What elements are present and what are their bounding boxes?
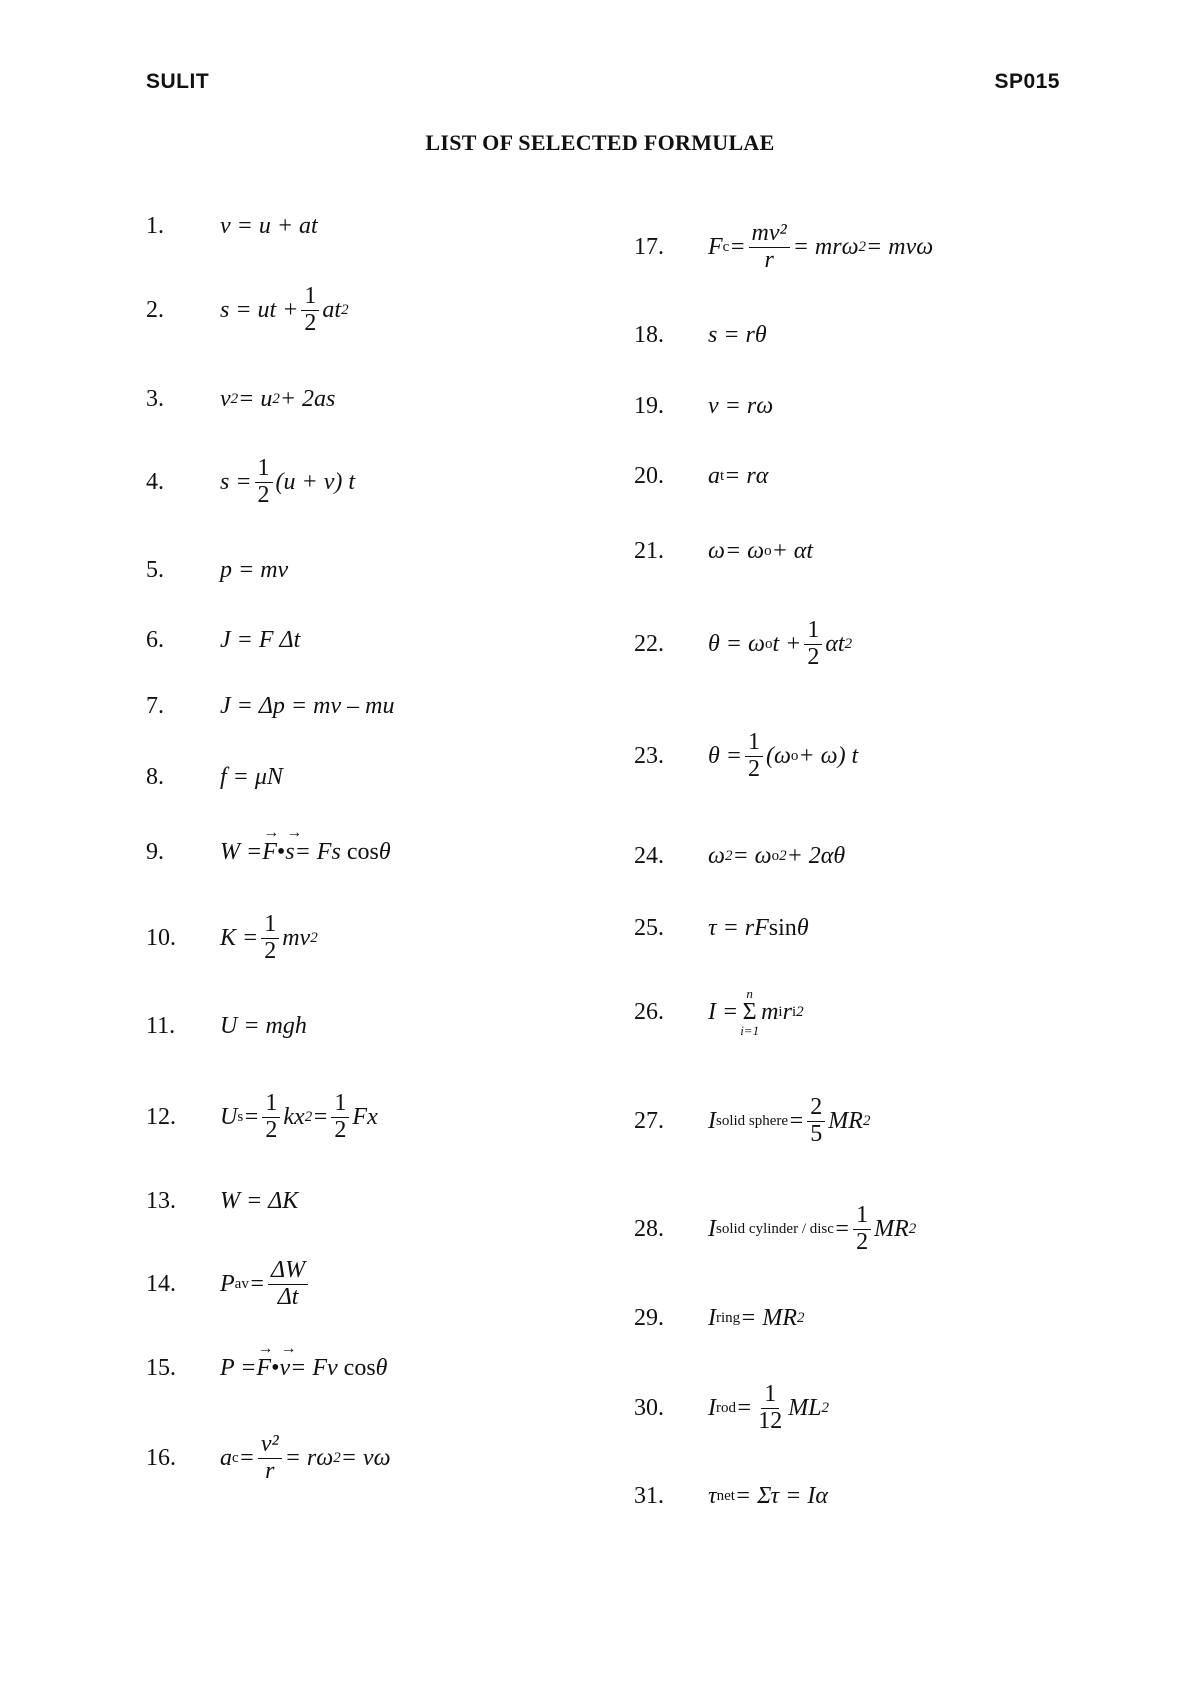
formula-number: 19. [634,392,664,419]
formula-number: 2. [146,296,164,323]
formula-3 [146,364,335,434]
formula-number: 26. [634,998,664,1025]
formula-expression: K = $\frac{1}{2}$ mv 2 [220,910,318,964]
formula-number: 12. [146,1103,176,1130]
formula-number: 22. [634,630,664,657]
formula-number: 30. [634,1394,664,1421]
classification-label: SULIT [146,70,210,93]
formula-12 [146,1082,378,1152]
formula-expression: F c = $\frac{\text{mv²}}{r}$ = mrω 2 = mvω [708,219,934,273]
formula-number: 21. [634,537,664,564]
formula-8 [146,742,283,812]
formula-number: 4. [146,468,164,495]
fraction: $\frac{1}{2}$ [331,1091,349,1144]
formula-18 [634,300,767,370]
fraction: $\frac{1}{2}$ [745,730,763,783]
formula-expression: θ = $\frac{1}{2}$ (ω o + ω) t [708,728,859,782]
formula-24 [634,821,845,891]
formula-number: 18. [634,321,664,348]
formula-27 [634,1086,870,1156]
formula-number: 10. [146,924,176,951]
formula-expression: v = rω [708,392,774,419]
formula-expression: v = u + at [220,212,318,239]
formula-number: 13. [146,1187,176,1214]
formula-25 [634,893,809,963]
vector-velocity: → v [280,1355,291,1382]
formula-expression: p = mv [220,556,289,583]
fraction: $\frac{1}{2}$ [853,1203,871,1256]
formula-20 [634,441,768,511]
formula-number: 31. [634,1482,664,1509]
formula-2 [146,275,349,345]
fraction: $\frac{\Delta W}{\Delta t}$ [268,1258,308,1311]
formula-expression: I = n Σ i=1 m i r i 2 [708,986,804,1038]
formula-number: 5. [146,556,164,583]
formula-number: 8. [146,763,164,790]
formula-7 [146,671,394,741]
formula-number: 27. [634,1107,664,1134]
formula-number: 11. [146,1012,176,1039]
fraction: $\frac{1}{12}$ [758,1380,783,1434]
formula-15 [146,1333,387,1403]
fraction: $\frac{1}{2}$ [262,1091,280,1144]
formula-number: 29. [634,1304,664,1331]
formula-14 [146,1249,311,1319]
formula-number: 23. [634,742,664,769]
formula-expression: I rod = $\frac{1}{12}$ ML 2 [708,1380,830,1434]
formula-26 [634,977,804,1047]
formula-number: 3. [146,385,164,412]
formula-expression: W = ΔK [220,1187,299,1214]
course-code: SP015 [994,70,1060,93]
formula-expression: a c = $\frac{\text{v²}}{r}$ = rω 2 = vω [220,1430,391,1484]
vector-force: → F [262,839,277,866]
formula-23 [634,721,858,791]
formula-expression: s = ut + $\frac{1}{2}$ at 2 [220,282,349,336]
formula-number: 6. [146,626,164,653]
formula-expression: I solid cylinder / disc = $\frac{1}{2}$ MR 2 [708,1201,917,1255]
formula-expression: I ring = MR 2 [708,1304,805,1331]
fraction: $\frac{1}{2}$ [301,284,319,337]
formula-5 [146,535,288,605]
formula-expression: τ net = Στ = Iα [708,1482,828,1509]
formula-19 [634,371,773,441]
formula-expression: J = F Δt [220,626,301,653]
formula-31 [634,1461,828,1531]
fraction: $\frac{\text{v²}}{r}$ [258,1432,282,1485]
formula-number: 16. [146,1444,176,1471]
fraction: $\frac{1}{2}$ [804,618,822,671]
summation: n Σ i=1 [740,986,760,1038]
vector-displacement: → s [285,839,294,866]
formula-1 [146,191,318,261]
formula-number: 25. [634,914,664,941]
formula-4 [146,447,355,517]
formula-11 [146,991,307,1061]
fraction: $\frac{2}{5}$ [807,1095,825,1148]
formula-17 [634,212,933,282]
formula-9 [146,817,391,887]
fraction: $\frac{1}{2}$ [255,456,273,509]
formula-expression: ω= ω o + αt [708,537,814,564]
formula-expression: v 2 = u 2 + 2as [220,385,336,412]
formula-number: 28. [634,1215,664,1242]
fraction: $\frac{\text{mv²}}{r}$ [749,221,790,274]
formula-13 [146,1166,298,1236]
formula-expression: J = Δp = mv – mu [220,692,395,719]
formula-expression: θ = ω o t + $\frac{1}{2}$ αt 2 [708,616,853,670]
formula-16 [146,1423,391,1493]
formula-number: 20. [634,462,664,489]
formula-number: 9. [146,838,164,865]
formula-number: 15. [146,1354,176,1381]
formula-expression: U s = $\frac{1}{2}$ kx 2 = $\frac{1}{2}$ Fx [220,1089,378,1143]
formula-number: 24. [634,842,664,869]
formula-22 [634,609,852,679]
formula-29 [634,1283,805,1353]
formula-expression: I solid sphere = $\frac{2}{5}$ MR 2 [708,1093,871,1147]
formula-number: 7. [146,692,164,719]
vector-force: → F [256,1355,271,1382]
formula-expression: P = → F • → v = Fv cos θ [220,1355,387,1382]
formula-number: 17. [634,233,664,260]
formula-number: 1. [146,212,164,239]
formula-21 [634,516,813,586]
formula-expression: P av = $\frac{\Delta W}{\Delta t}$ [220,1258,311,1311]
formula-expression: f = μN [220,763,283,790]
formula-10 [146,903,318,973]
page-title: LIST OF SELECTED FORMULAE [425,130,775,155]
formula-expression: s = $\frac{1}{2}$ (u + v) t [220,454,356,508]
formula-expression: s = rθ [708,321,767,348]
formula-6 [146,605,300,675]
formula-number: 14. [146,1270,176,1297]
formula-expression: a t = rα [708,462,769,489]
fraction: $\frac{1}{2}$ [261,912,279,965]
formula-expression: ω 2 = ω o 2 + 2αθ [708,842,846,869]
formula-expression: W = → F • → s = Fs cos θ [220,839,391,866]
formula-30 [634,1373,829,1443]
formula-28 [634,1194,916,1264]
formula-expression: U = mgh [220,1012,307,1039]
formula-expression: τ = rF sin θ [708,914,809,941]
